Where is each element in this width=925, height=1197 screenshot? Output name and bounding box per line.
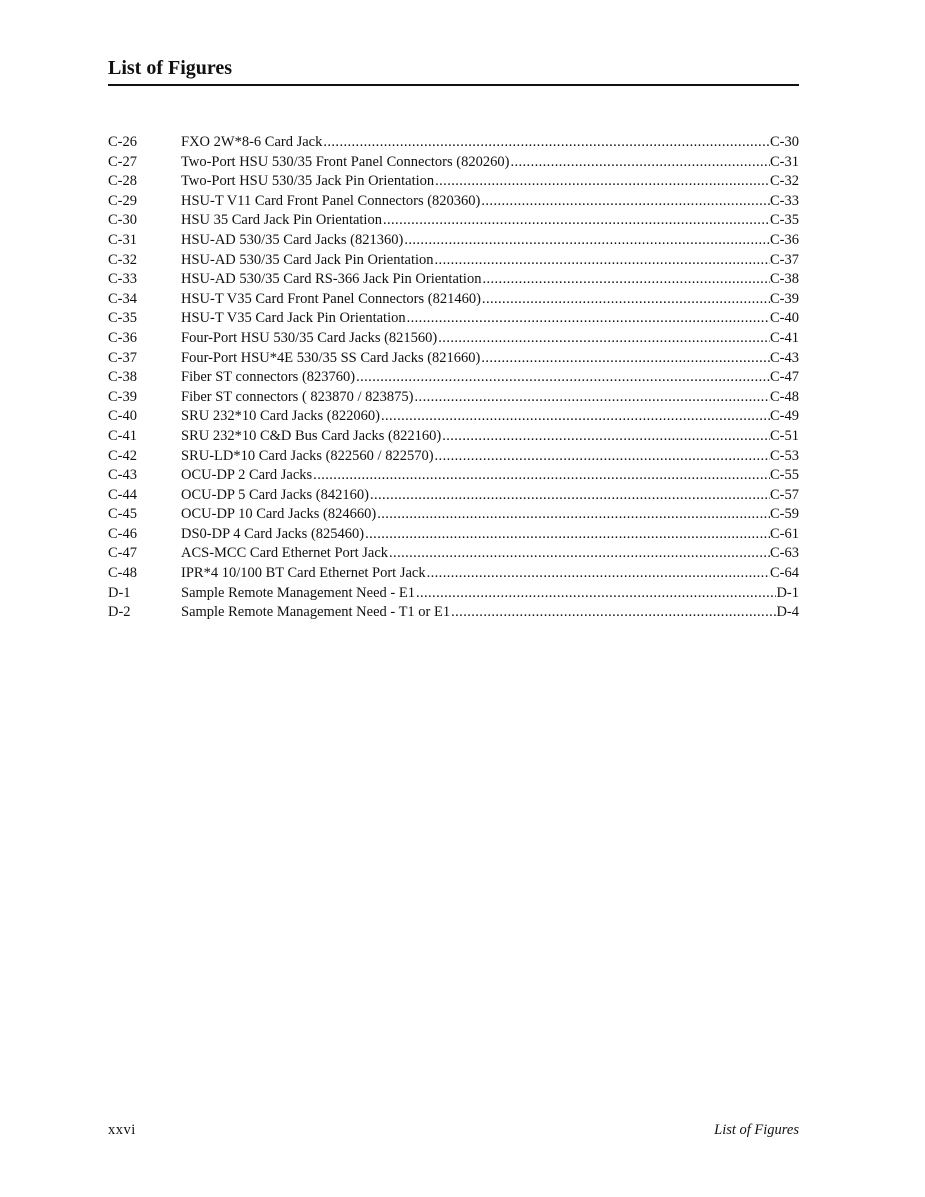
figure-title: Fiber ST connectors ( 823870 / 823875) xyxy=(181,388,414,405)
list-item[interactable] xyxy=(108,486,799,506)
figure-number: C-46 xyxy=(108,525,137,542)
figure-title: OCU-DP 2 Card Jacks xyxy=(181,467,313,484)
page-reference: D-1 xyxy=(776,584,799,601)
page-reference: C-36 xyxy=(770,231,799,248)
page-reference: C-51 xyxy=(770,427,799,444)
figure-title: HSU-AD 530/35 Card RS-366 Jack Pin Orientation xyxy=(181,271,482,288)
list-item[interactable] xyxy=(108,447,799,467)
dot-leader xyxy=(437,329,770,349)
dot-leader xyxy=(434,172,770,192)
figure-number: C-47 xyxy=(108,545,137,562)
figure-number: C-36 xyxy=(108,329,137,346)
figure-number: C-30 xyxy=(108,212,137,229)
page-number: xxvi xyxy=(108,1122,136,1138)
list-item[interactable] xyxy=(108,505,799,525)
figure-title: Fiber ST connectors (823760) xyxy=(181,369,356,386)
dot-leader xyxy=(406,309,770,329)
dot-leader xyxy=(481,270,770,290)
figure-title: HSU-AD 530/35 Card Jacks (821360) xyxy=(181,231,404,248)
figure-title: HSU-T V35 Card Jack Pin Orientation xyxy=(181,310,406,327)
figure-title: HSU-T V11 Card Front Panel Connectors (820360) xyxy=(181,192,481,209)
page-reference: C-40 xyxy=(770,310,799,327)
list-item[interactable] xyxy=(108,192,799,212)
list-item[interactable] xyxy=(108,427,799,447)
figure-number: C-34 xyxy=(108,290,137,307)
figure-number: D-1 xyxy=(108,584,131,601)
figure-number: C-32 xyxy=(108,251,137,268)
figure-title: HSU-T V35 Card Front Panel Connectors (821460) xyxy=(181,290,481,307)
page-title: List of Figures xyxy=(108,57,233,79)
dot-leader xyxy=(355,368,770,388)
figure-title: SRU-LD*10 Card Jacks (822560 / 822570) xyxy=(181,447,434,464)
figure-number: C-27 xyxy=(108,153,137,170)
figure-number: C-44 xyxy=(108,486,137,503)
dot-leader xyxy=(450,603,776,623)
list-item[interactable] xyxy=(108,309,799,329)
figure-number: C-43 xyxy=(108,467,137,484)
list-item[interactable] xyxy=(108,231,799,251)
page-reference: C-47 xyxy=(770,369,799,386)
list-item[interactable] xyxy=(108,388,799,408)
page-reference: C-43 xyxy=(770,349,799,366)
page-reference: C-57 xyxy=(770,486,799,503)
list-item[interactable] xyxy=(108,466,799,486)
list-item[interactable] xyxy=(108,407,799,427)
list-item[interactable] xyxy=(108,153,799,173)
figure-number: C-45 xyxy=(108,506,137,523)
page-reference: C-53 xyxy=(770,447,799,464)
dot-leader xyxy=(388,544,770,564)
dot-leader xyxy=(382,211,770,231)
figure-number: D-2 xyxy=(108,604,131,621)
dot-leader xyxy=(481,290,770,310)
page-reference: C-63 xyxy=(770,545,799,562)
figure-number: C-35 xyxy=(108,310,137,327)
list-item[interactable] xyxy=(108,368,799,388)
list-item[interactable] xyxy=(108,211,799,231)
list-item[interactable] xyxy=(108,251,799,271)
figure-title: SRU 232*10 C&D Bus Card Jacks (822160) xyxy=(181,427,442,444)
list-item[interactable] xyxy=(108,349,799,369)
figure-number: C-40 xyxy=(108,408,137,425)
dot-leader xyxy=(380,407,770,427)
list-item[interactable] xyxy=(108,525,799,545)
page-reference: C-33 xyxy=(770,192,799,209)
page-reference: C-39 xyxy=(770,290,799,307)
dot-leader xyxy=(480,192,770,212)
dot-leader xyxy=(426,564,770,584)
page-reference: C-32 xyxy=(770,173,799,190)
figure-title: HSU 35 Card Jack Pin Orientation xyxy=(181,212,382,229)
list-item[interactable] xyxy=(108,584,799,604)
dot-leader xyxy=(312,466,770,486)
page-reference: C-49 xyxy=(770,408,799,425)
figure-number: C-33 xyxy=(108,271,137,288)
page-reference: C-55 xyxy=(770,467,799,484)
figure-title: DS0-DP 4 Card Jacks (825460) xyxy=(181,525,365,542)
list-item[interactable] xyxy=(108,329,799,349)
figure-title: FXO 2W*8-6 Card Jack xyxy=(181,134,323,150)
dot-leader xyxy=(364,525,770,545)
page-reference: C-61 xyxy=(770,525,799,542)
figure-title: Two-Port HSU 530/35 Jack Pin Orientation xyxy=(181,173,435,190)
dot-leader xyxy=(403,231,770,251)
dot-leader xyxy=(369,486,770,506)
figure-number: C-48 xyxy=(108,565,137,582)
dot-leader xyxy=(441,427,770,447)
figure-title: IPR*4 10/100 BT Card Ethernet Port Jack xyxy=(181,565,426,582)
figure-number: C-42 xyxy=(108,447,137,464)
figure-list xyxy=(108,133,799,623)
page-reference: C-48 xyxy=(770,388,799,405)
figure-title: Sample Remote Management Need - E1 xyxy=(181,584,415,601)
running-footer-title: List of Figures xyxy=(714,1122,799,1138)
figure-number: C-31 xyxy=(108,231,137,248)
dot-leader xyxy=(414,388,770,408)
dot-leader xyxy=(434,447,770,467)
dot-leader xyxy=(434,251,770,271)
list-item[interactable] xyxy=(108,603,799,623)
page-reference: C-37 xyxy=(770,251,799,268)
figure-number: C-28 xyxy=(108,173,137,190)
list-item[interactable] xyxy=(108,544,799,564)
figure-title: Sample Remote Management Need - T1 or E1 xyxy=(181,604,451,621)
figure-number: C-37 xyxy=(108,349,137,366)
figure-title: Four-Port HSU 530/35 Card Jacks (821560) xyxy=(181,329,438,346)
figure-title: OCU-DP 10 Card Jacks (824660) xyxy=(181,506,377,523)
page-reference: C-38 xyxy=(770,271,799,288)
list-item[interactable] xyxy=(108,290,799,310)
figure-number: C-41 xyxy=(108,427,137,444)
dot-leader xyxy=(322,133,770,153)
list-item[interactable] xyxy=(108,133,799,153)
dot-leader xyxy=(480,349,770,369)
figure-number: C-38 xyxy=(108,369,137,386)
dot-leader xyxy=(376,505,770,525)
list-item[interactable] xyxy=(108,564,799,584)
figure-title: OCU-DP 5 Card Jacks (842160) xyxy=(181,486,369,503)
dot-leader xyxy=(415,584,776,604)
page-reference: C-31 xyxy=(770,153,799,170)
dot-leader xyxy=(509,153,770,173)
figure-title: HSU-AD 530/35 Card Jack Pin Orientation xyxy=(181,251,434,268)
figure-number: C-26 xyxy=(108,134,137,150)
figure-title: Four-Port HSU*4E 530/35 SS Card Jacks (821660) xyxy=(181,349,481,366)
figure-title: SRU 232*10 Card Jacks (822060) xyxy=(181,408,380,425)
page-reference: C-35 xyxy=(770,212,799,229)
figure-number: C-29 xyxy=(108,192,137,209)
title-rule xyxy=(108,84,799,86)
figure-title: ACS-MCC Card Ethernet Port Jack xyxy=(181,545,389,562)
page-reference: C-64 xyxy=(770,565,799,582)
page-reference: C-30 xyxy=(770,134,799,150)
page-reference: D-4 xyxy=(776,604,799,621)
list-item[interactable] xyxy=(108,270,799,290)
list-item[interactable] xyxy=(108,172,799,192)
figure-number: C-39 xyxy=(108,388,137,405)
page-reference: C-41 xyxy=(770,329,799,346)
page-reference: C-59 xyxy=(770,506,799,523)
figure-title: Two-Port HSU 530/35 Front Panel Connectors (820260) xyxy=(181,153,510,170)
